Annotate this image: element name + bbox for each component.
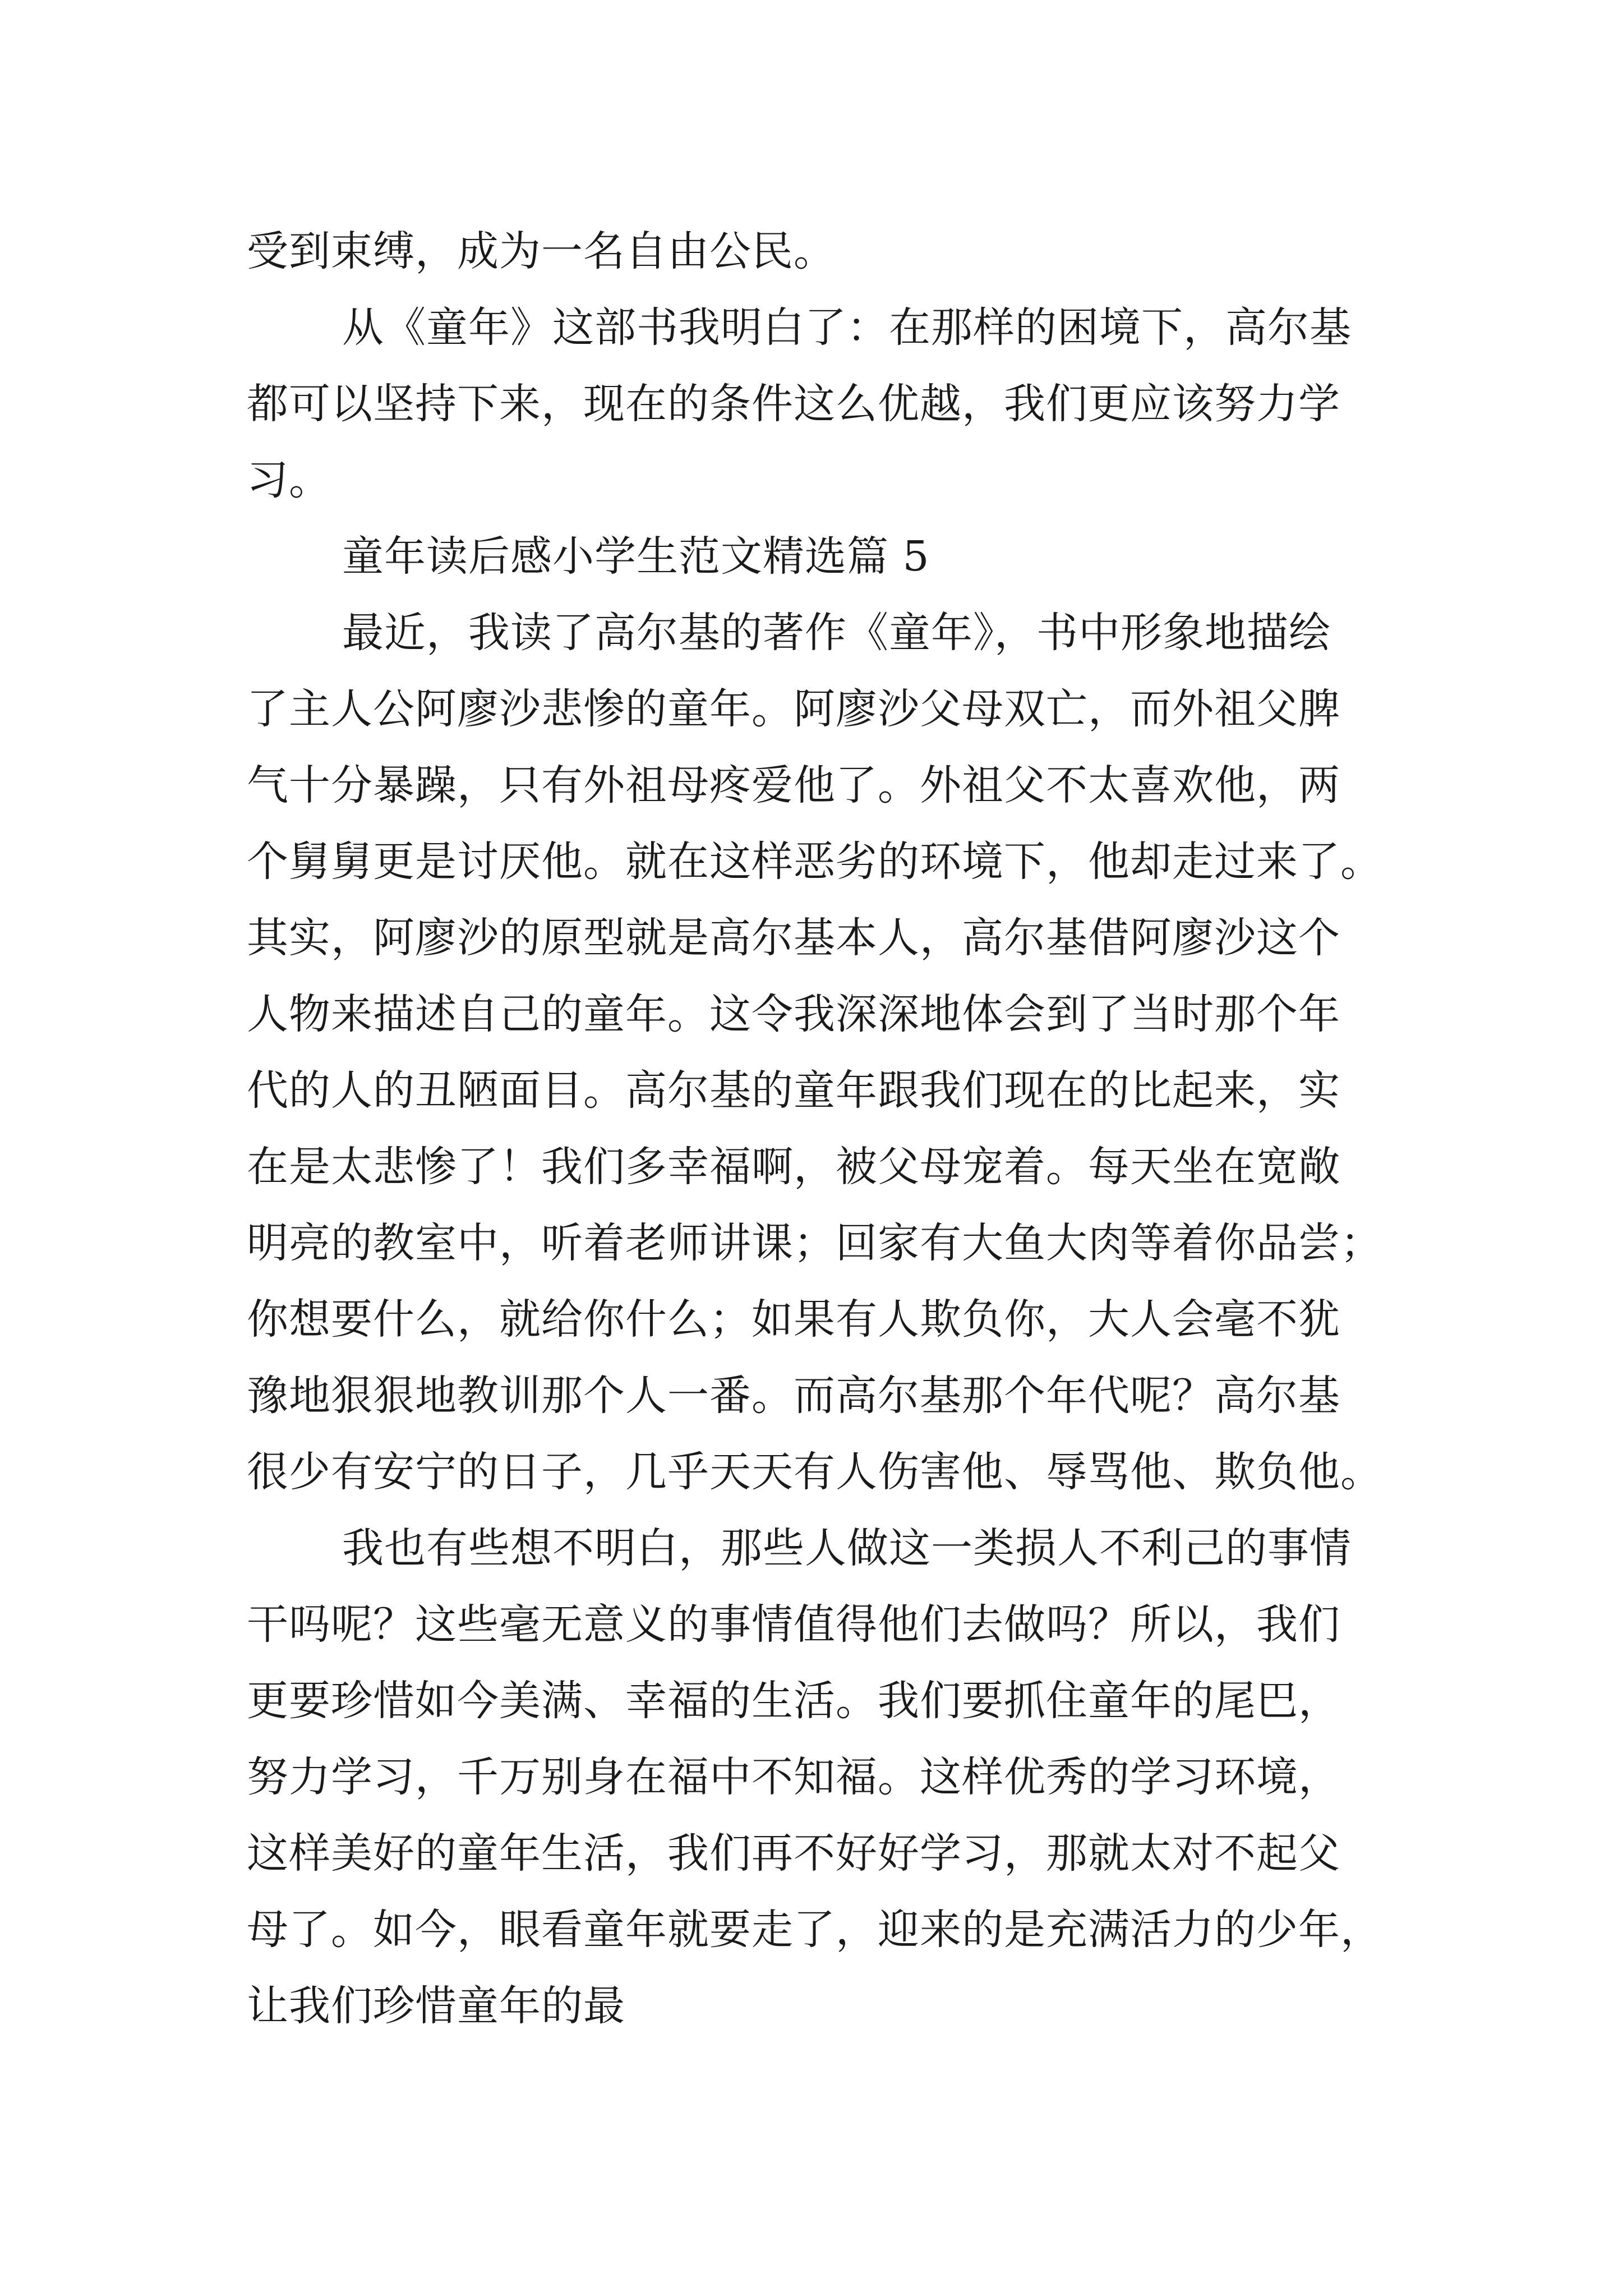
text-line: 干吗呢？这些毫无意义的事情值得他们去做吗？所以，我们 [247, 1600, 1340, 1649]
text-line: 受到束缚，成为一名自由公民。 [247, 227, 836, 275]
text-line: 努力学习，千万别身在福中不知福。这样优秀的学习环境， [247, 1753, 1340, 1801]
text-line: 让我们珍惜童年的最 [247, 1982, 625, 2030]
text-line: 人物来描述自己的童年。这令我深深地体会到了当时那个年 [247, 990, 1340, 1038]
text-line: 更要珍惜如今美满、幸福的生活。我们要抓住童年的尾巴， [247, 1677, 1340, 1725]
text-line: 都可以坚持下来，现在的条件这么优越，我们更应该努力学 [247, 380, 1340, 428]
paragraph-start-line: 最近，我读了高尔基的著作《童年》，书中形象地描绘 [342, 609, 1331, 657]
text-line: 母了。如今，眼看童年就要走了，迎来的是充满活力的少年， [247, 1906, 1382, 1954]
section-heading: 童年读后感小学生范文精选篇 5 [342, 532, 930, 581]
text-line: 习。 [247, 456, 331, 504]
text-line: 在是太悲惨了！我们多幸福啊，被父母宠着。每天坐在宽敞 [247, 1143, 1340, 1191]
text-line: 很少有安宁的日子，几乎天天有人伤害他、辱骂他、欺负他。 [247, 1448, 1382, 1496]
document-body [247, 213, 1391, 2044]
paragraph-start-line: 我也有些想不明白，那些人做这一类损人不利己的事情 [342, 1524, 1352, 1572]
text-line: 这样美好的童年生活，我们再不好好学习，那就太对不起父 [247, 1829, 1340, 1878]
paragraph-start-line: 从《童年》这部书我明白了：在那样的困境下，高尔基 [342, 303, 1352, 352]
text-line: 气十分暴躁，只有外祖母疼爱他了。外祖父不太喜欢他，两 [247, 761, 1340, 809]
text-line: 你想要什么，就给你什么；如果有人欺负你，大人会毫不犹 [247, 1295, 1340, 1343]
text-line: 其实，阿廖沙的原型就是高尔基本人，高尔基借阿廖沙这个 [247, 914, 1340, 962]
text-line: 明亮的教室中，听着老师讲课；回家有大鱼大肉等着你品尝； [247, 1219, 1382, 1267]
text-line: 豫地狠狠地教训那个人一番。而高尔基那个年代呢？高尔基 [247, 1372, 1340, 1420]
text-line: 个舅舅更是讨厌他。就在这样恶劣的环境下，他却走过来了。 [247, 838, 1382, 886]
text-line: 代的人的丑陋面目。高尔基的童年跟我们现在的比起来，实 [247, 1066, 1340, 1115]
text-line: 了主人公阿廖沙悲惨的童年。阿廖沙父母双亡，而外祖父脾 [247, 685, 1340, 733]
